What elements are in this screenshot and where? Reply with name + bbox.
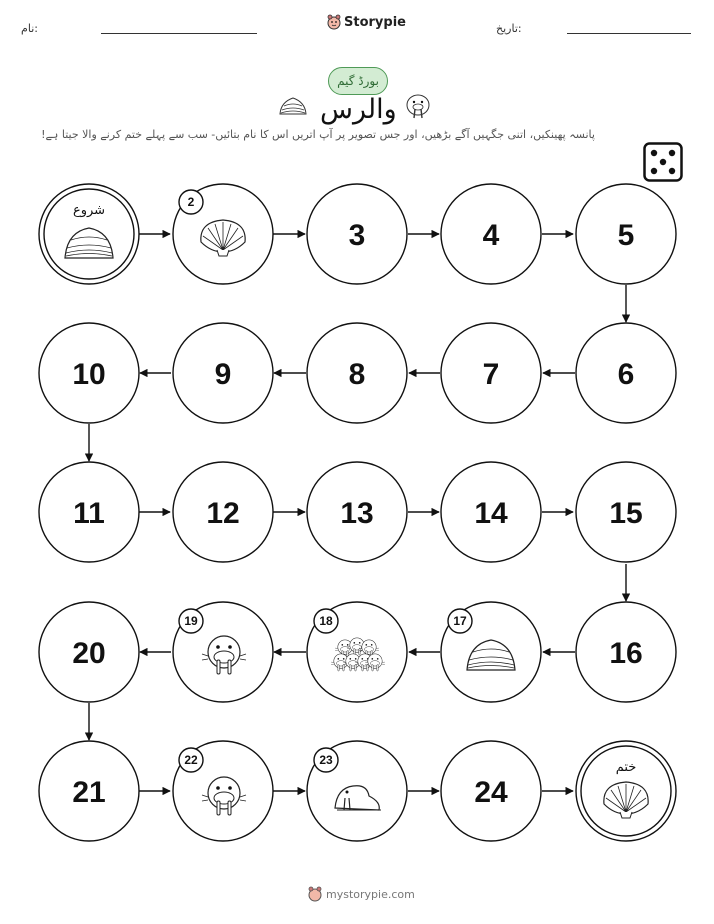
cell-number: 11	[73, 497, 105, 530]
name-label: نام:	[21, 22, 38, 35]
start-cell[interactable]	[39, 184, 139, 284]
cell-number: 21	[72, 776, 106, 809]
cell-number: 16	[609, 637, 643, 670]
cell-number: 22	[184, 753, 198, 767]
cell-9[interactable]	[173, 323, 273, 423]
cell-7[interactable]	[441, 323, 541, 423]
cell-number: 8	[348, 358, 366, 391]
cell-13[interactable]	[307, 462, 407, 562]
finish-label: ختم	[615, 760, 637, 775]
start-label: شروع	[72, 203, 106, 218]
cell-number: 10	[72, 358, 106, 391]
cell-5[interactable]	[576, 184, 676, 284]
page-title: والرس	[320, 94, 397, 125]
cell-number: 5	[617, 219, 635, 252]
mascot-icon	[308, 886, 322, 902]
date-label: تاریخ:	[496, 22, 522, 35]
cell-number: 23	[319, 753, 333, 767]
cell-14[interactable]	[441, 462, 541, 562]
footer-url[interactable]: mystorypie.com	[326, 887, 415, 901]
footer	[308, 886, 415, 902]
cell-23[interactable]	[307, 741, 407, 841]
cell-number: 4	[482, 219, 500, 252]
cell-17[interactable]	[441, 602, 541, 702]
cell-number: 6	[617, 358, 635, 391]
cell-12[interactable]	[173, 462, 273, 562]
cell-19[interactable]	[173, 602, 273, 702]
cell-2[interactable]	[173, 184, 273, 284]
cell-number: 15	[609, 497, 643, 530]
instructions: پانسہ پھینکیں، اتنی جگہیں آگے بڑھیں، اور جس تصویر پر آپ اتریں اس کا نام بتائیں- سب سے پہلے ختم کرنے والا جیتا ہے!	[41, 128, 595, 141]
cell-15[interactable]	[576, 462, 676, 562]
cell-number: 3	[348, 219, 366, 252]
cell-number: 13	[340, 497, 374, 530]
cell-number: 2	[187, 195, 195, 209]
cell-16[interactable]	[576, 602, 676, 702]
cell-number: 18	[319, 614, 333, 628]
cell-20[interactable]	[39, 602, 139, 702]
cell-number: 20	[72, 637, 106, 670]
cell-22[interactable]	[173, 741, 273, 841]
cell-6[interactable]	[576, 323, 676, 423]
cell-11[interactable]	[39, 462, 139, 562]
cell-24[interactable]	[441, 741, 541, 841]
cell-18[interactable]	[307, 602, 407, 702]
cell-4[interactable]	[441, 184, 541, 284]
brand-name: Storypie	[344, 14, 406, 30]
cell-3[interactable]	[307, 184, 407, 284]
cell-21[interactable]	[39, 741, 139, 841]
finish-cell[interactable]	[576, 741, 676, 841]
cell-number: 9	[214, 358, 232, 391]
cell-number: 7	[482, 358, 500, 391]
cell-8[interactable]	[307, 323, 407, 423]
cell-number: 12	[206, 497, 240, 530]
cell-number: 14	[474, 497, 508, 530]
cell-number: 17	[453, 614, 467, 628]
cell-number: 24	[474, 776, 508, 809]
cell-10[interactable]	[39, 323, 139, 423]
cell-number: 19	[184, 614, 198, 628]
board-game-badge: بورڈ گیم	[328, 67, 388, 95]
